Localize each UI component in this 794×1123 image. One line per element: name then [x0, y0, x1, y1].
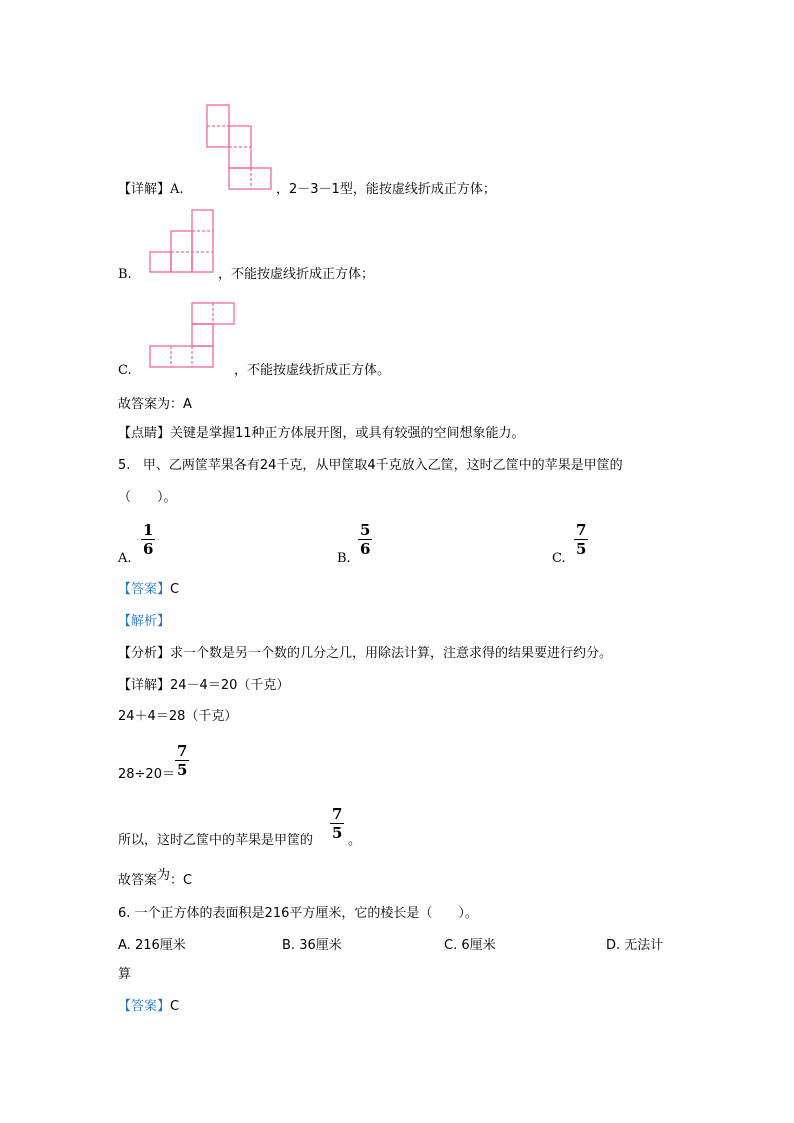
- q5-option-b-fraction: $\frac{5}{6}$: [360, 521, 371, 558]
- q6-option-d-label: D.: [606, 938, 621, 953]
- q5-stem-1: 甲、乙两筐苹果各有24千克，从甲筐取4千克放入乙筐，这时乙筐中的苹果是甲筐的: [142, 458, 623, 473]
- q5-step-3-fraction: $\frac{7}{5}$: [177, 742, 188, 779]
- q5-number: 5.: [118, 458, 131, 473]
- q5-fenxi-tag: 【分析】: [118, 646, 171, 661]
- q6-option-a-label: A.: [118, 938, 131, 953]
- q6-stem: 一个正方体的表面积是216平方厘米，它的棱长是（ ）。: [134, 906, 478, 921]
- q6-option-b-text: 36厘米: [299, 938, 342, 953]
- q5-conclusion-fraction: $\frac{7}{5}$: [332, 805, 343, 842]
- cube-net-b-figure: [148, 208, 216, 276]
- q5-option-c-fraction: $\frac{7}{5}$: [576, 521, 587, 558]
- q5-final-wei: 为: [157, 868, 171, 883]
- q5-option-a-label: A.: [118, 551, 132, 566]
- option-b-explanation: ，不能按虚线折成正方体；: [218, 267, 375, 282]
- q6-answer: C: [170, 999, 180, 1014]
- q6-option-c-label: C.: [444, 938, 458, 953]
- q6-number: 6.: [118, 906, 131, 921]
- option-b-label: B.: [118, 267, 132, 282]
- q5-answer-tag: 【答案】: [118, 582, 171, 597]
- q5-conclusion: 所以，这时乙筐中的苹果是甲筐的: [118, 833, 314, 848]
- q5-analysis-tag: 【解析】: [118, 614, 171, 629]
- q4-answer-line: 故答案为：A: [118, 397, 192, 412]
- q5-step-2: 24＋4＝28（千克）: [118, 709, 238, 724]
- q5-conclusion-end: 。: [348, 833, 362, 848]
- q5-stem-2: （ ）。: [118, 490, 177, 505]
- q5-fenxi-text: 求一个数是另一个数的几分之几，用除法计算，注意求得的结果要进行约分。: [170, 646, 613, 661]
- q6-option-d-text: 无法计: [624, 938, 664, 953]
- q5-option-b-label: B.: [337, 551, 351, 566]
- q6-option-b-label: B.: [282, 938, 296, 953]
- q6-option-c-text: 6厘米: [461, 938, 496, 953]
- option-c-label: C.: [118, 363, 132, 378]
- option-a-explanation: ，2－3－1型，能按虚线折成正方体；: [276, 182, 496, 197]
- q5-option-a-fraction: $\frac{1}{6}$: [143, 521, 154, 558]
- point-text: 关键是掌握11种正方体展开图，或具有较强的空间想象能力。: [170, 426, 525, 441]
- q6-option-a-text: 216厘米: [134, 938, 186, 953]
- cube-net-c-figure: [148, 301, 238, 369]
- q5-detail-tag: 【详解】: [118, 678, 171, 693]
- q5-step-1: 24－4＝20（千克）: [170, 678, 290, 693]
- point-tag: 【点睛】: [118, 426, 171, 441]
- q5-answer: C: [170, 582, 180, 597]
- q6-option-wrap: 算: [118, 967, 132, 982]
- q5-final-prefix: 故答案: [118, 873, 158, 888]
- option-a-label: A.: [170, 182, 184, 197]
- q5-option-c-label: C.: [552, 551, 566, 566]
- cube-net-a-figure: [205, 103, 275, 191]
- q5-step-3: 28÷20＝: [118, 767, 175, 782]
- option-c-explanation: ，不能按虚线折成正方体。: [234, 363, 391, 378]
- q5-final-suffix: ：C: [170, 873, 193, 888]
- q6-answer-tag: 【答案】: [118, 999, 171, 1014]
- detail-tag: 【详解】: [118, 182, 171, 197]
